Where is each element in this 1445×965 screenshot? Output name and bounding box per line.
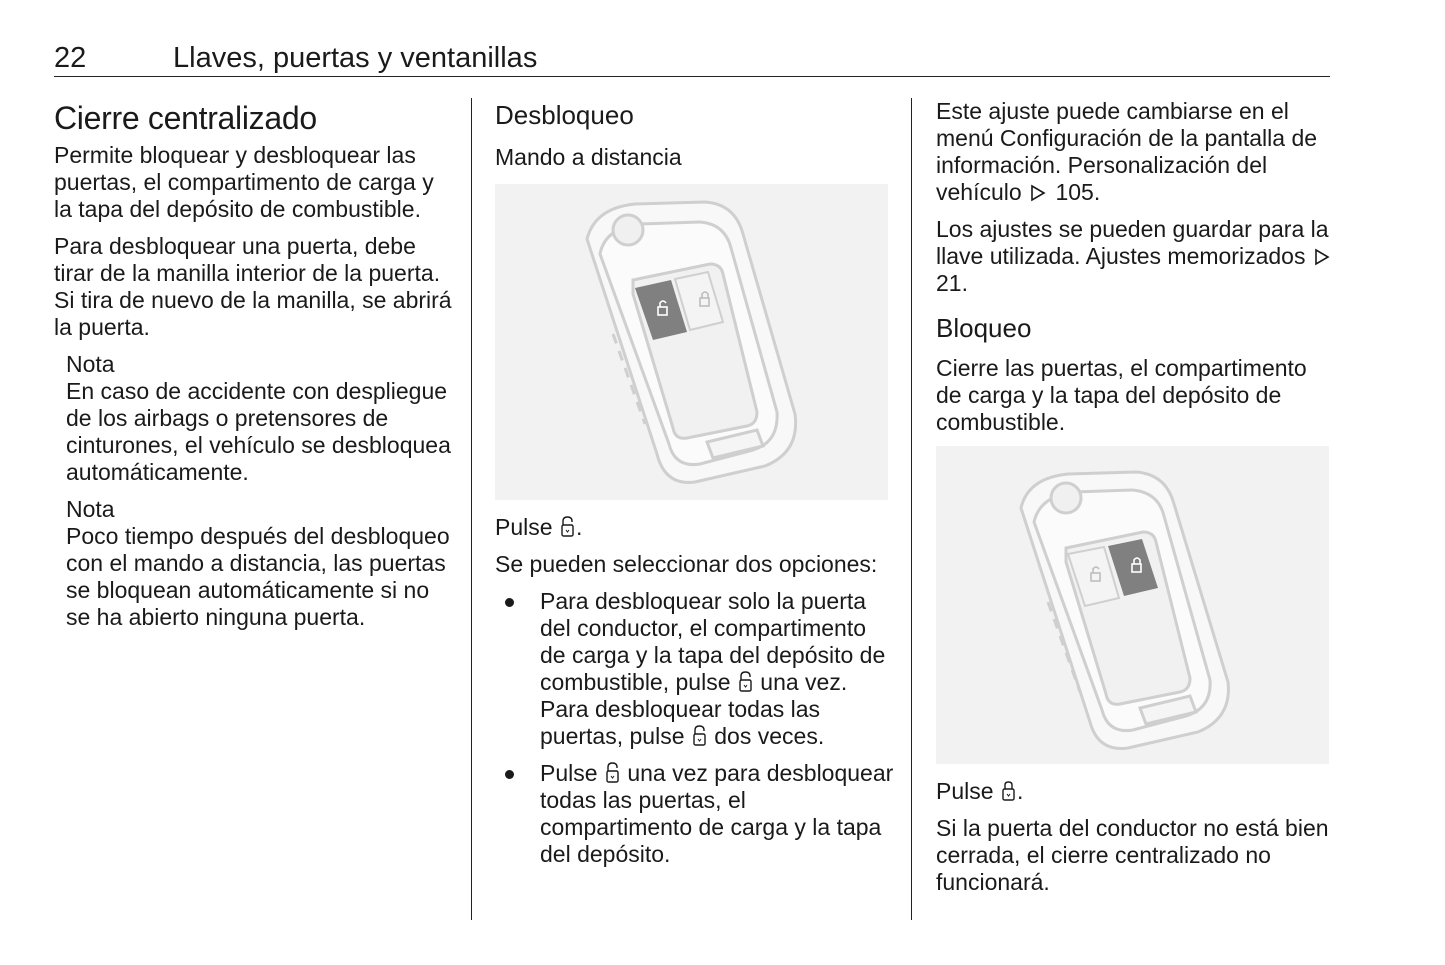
list-item <box>495 760 895 868</box>
pulse-suffix: . <box>1016 778 1024 804</box>
key-fob-icon <box>936 446 1329 764</box>
page-reference: 105. <box>1055 179 1101 205</box>
subsection-heading: Desbloqueo <box>495 100 634 130</box>
options-list <box>495 588 895 868</box>
unlock-icon <box>693 725 706 747</box>
column-right <box>936 98 1336 906</box>
note-text: Poco tiempo después del desbloqueo con el mando a distancia, las puertas se bloquean automáticamente si no se ha abierto ninguna puerta. <box>66 523 450 630</box>
paragraph: Para desbloquear una puerta, debe tirar de la manilla interior de la puerta. Si tira de nuevo de la manilla, se abrirá la puerta. <box>54 233 452 340</box>
bullet-icon <box>505 598 514 607</box>
paragraph-text: Los ajustes se pueden guardar para la llave utilizada. Ajustes memorizados <box>936 216 1329 269</box>
page-header <box>54 40 1330 77</box>
page-reference-icon <box>1030 184 1047 202</box>
running-title: Llaves, puertas y ventanillas <box>173 42 538 74</box>
note-label: Nota <box>66 351 115 377</box>
section-heading: Cierre centralizado <box>54 100 317 136</box>
column-middle <box>495 98 895 878</box>
column-left <box>54 98 454 641</box>
bullet-text: una vez para desbloquear todas las puertas, el compartimento de carga y la tapa del depósito. <box>540 760 894 867</box>
bullet-icon <box>505 770 514 779</box>
note-block <box>66 496 454 631</box>
paragraph: Permite bloquear y desbloquear las puertas, el compartimento de carga y la tapa del depósito de combustible. <box>54 142 434 222</box>
pulse-suffix: . <box>575 514 583 540</box>
pulse-label: Pulse <box>495 514 553 540</box>
bullet-text: dos veces. <box>714 723 825 749</box>
bullet-text: Pulse <box>540 760 598 786</box>
page-reference: 21. <box>936 270 968 296</box>
column-divider <box>471 98 472 920</box>
bullet-text: Para desbloquear solo la puerta del conductor, el compartimento de carga y la tapa del depósito de combustible, pulse <box>540 588 886 695</box>
subsection-heading: Bloqueo <box>936 313 1032 343</box>
page-number: 22 <box>54 42 87 74</box>
key-fob-lock-illustration <box>936 446 1329 764</box>
paragraph-text: Este ajuste puede cambiarse en el menú Configuración de la pantalla de información. Personalización del vehículo <box>936 98 1318 205</box>
pulse-label: Pulse <box>936 778 994 804</box>
sub-subsection-heading: Mando a distancia <box>495 144 682 170</box>
note-label: Nota <box>66 496 115 522</box>
lock-icon <box>1002 780 1015 802</box>
list-item <box>495 588 895 750</box>
unlock-icon <box>606 762 619 784</box>
key-fob-icon <box>495 184 888 500</box>
column-divider <box>911 98 912 920</box>
unlock-icon <box>739 671 752 693</box>
paragraph: Si la puerta del conductor no está bien cerrada, el cierre centralizado no funcionará. <box>936 815 1329 895</box>
bullet-text: una vez. Para desbloquear todas las puertas, pulse <box>540 669 848 749</box>
note-text: En caso de accidente con despliegue de los airbags o pretensores de cinturones, el vehículo se desbloquea automáticamente. <box>66 378 451 485</box>
unlock-icon <box>561 516 574 538</box>
page-reference-icon <box>1314 248 1331 266</box>
paragraph: Cierre las puertas, el compartimento de carga y la tapa del depósito de combustible. <box>936 355 1307 435</box>
note-block <box>66 351 454 486</box>
paragraph: Se pueden seleccionar dos opciones: <box>495 551 878 577</box>
key-fob-unlock-illustration <box>495 184 888 500</box>
